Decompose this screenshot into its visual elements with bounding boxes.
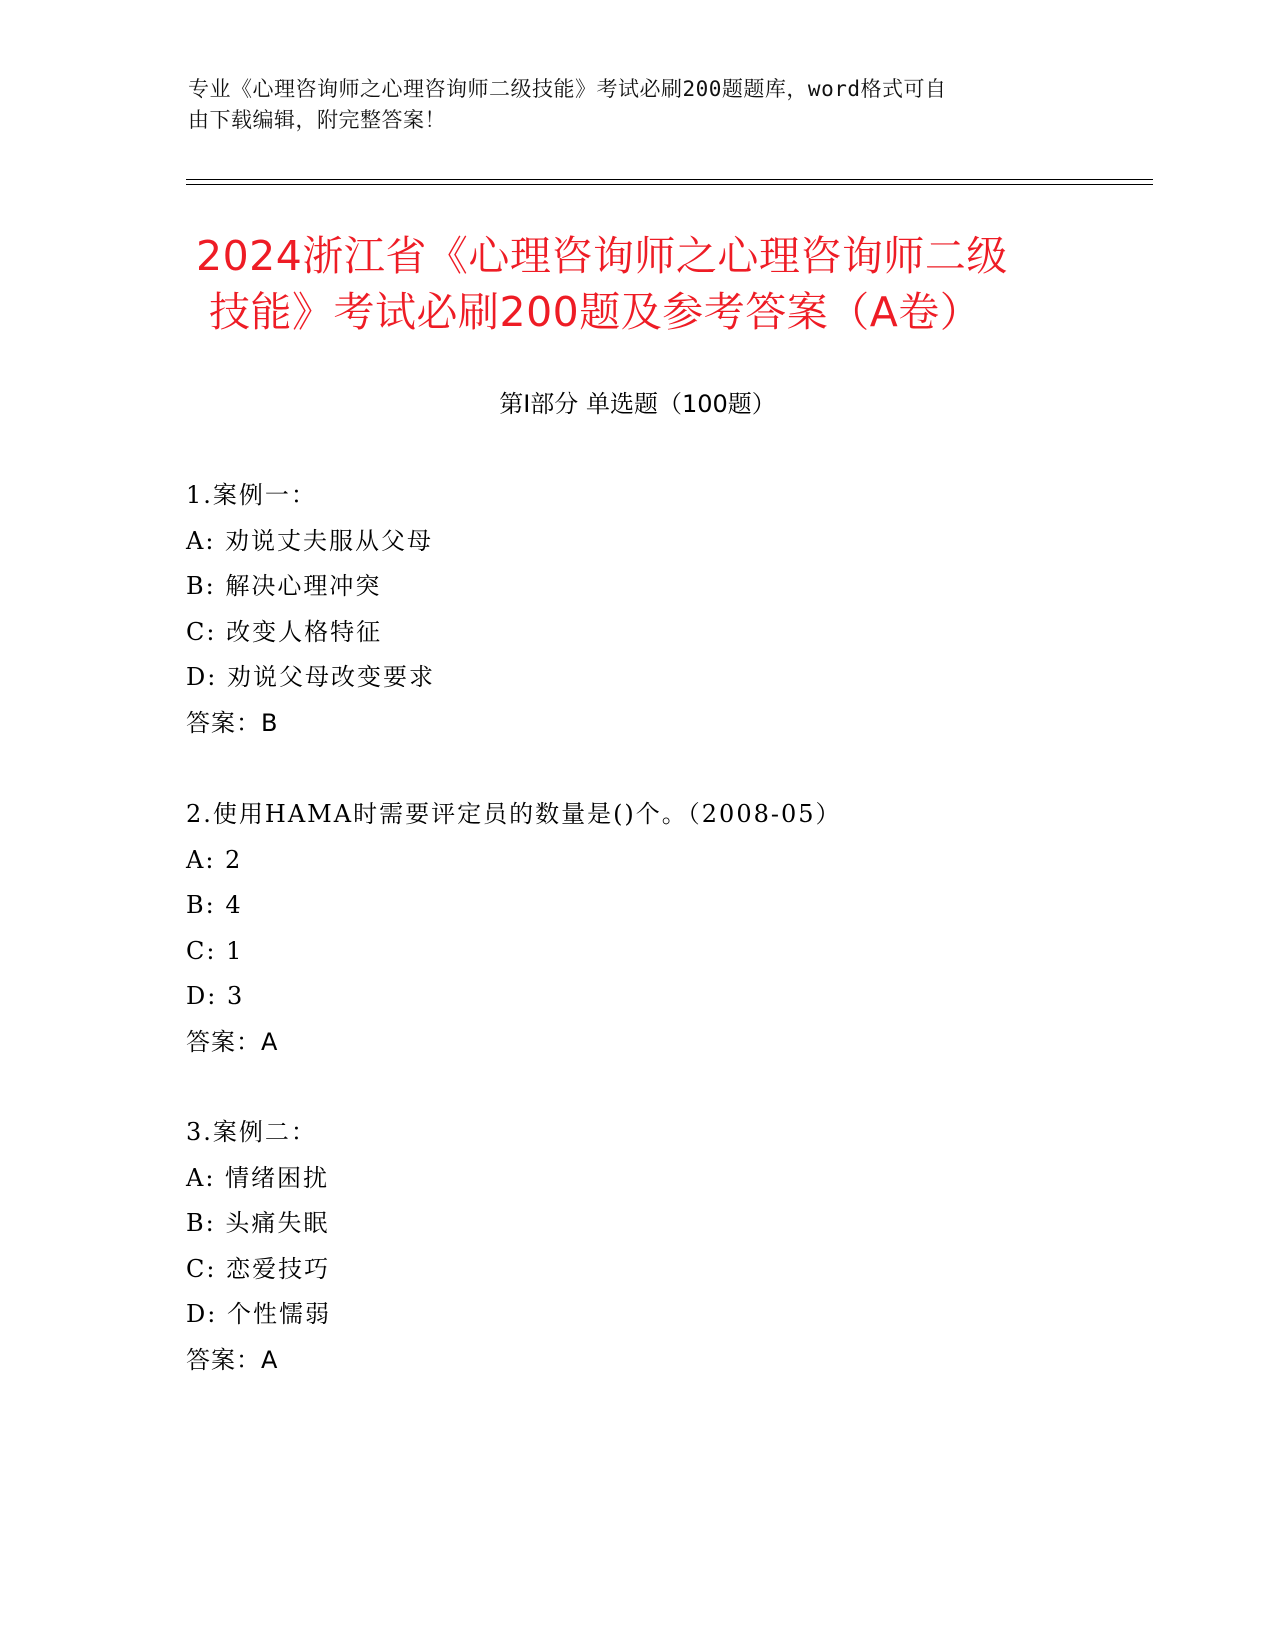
option-c: C: 1	[186, 936, 244, 965]
option-c: C: 改变人格特征	[186, 617, 383, 646]
header-divider-top	[186, 179, 1153, 180]
option-b: B: 解决心理冲突	[186, 572, 382, 600]
question-stem: 3.案例二：	[186, 1118, 317, 1146]
question-stem: 2.使用HAMA时需要评定员的数量是()个。（2008-05）	[186, 800, 842, 828]
question-stem: 1.案例一：	[186, 481, 317, 509]
header-note-line-1: 专业《心理咨询师之心理咨询师二级技能》考试必刷200题题库，word格式可自	[188, 77, 947, 101]
option-a: A: 情绪困扰	[186, 1163, 330, 1192]
answer-text: 答案：A	[186, 1345, 279, 1374]
option-a: A: 劝说丈夫服从父母	[186, 526, 434, 555]
option-d: D: 3	[186, 982, 245, 1010]
answer-text: 答案：B	[186, 708, 279, 737]
document-title	[196, 228, 1096, 340]
header-note	[188, 74, 1088, 136]
option-c: C: 恋爱技巧	[186, 1254, 331, 1283]
header-divider-bottom	[186, 184, 1153, 185]
option-a: A: 2	[186, 845, 243, 874]
header-note-line-2: 由下载编辑，附完整答案！	[188, 108, 446, 132]
option-b: B: 头痛失眠	[186, 1209, 330, 1237]
answer-text: 答案：A	[186, 1027, 279, 1056]
question-item	[186, 792, 1086, 1065]
question-item	[186, 473, 1086, 746]
section-heading: 第Ⅰ部分 单选题（100题）	[499, 390, 776, 418]
option-b: B: 4	[186, 891, 243, 919]
document-title-line-1: 2024浙江省《心理咨询师之心理咨询师二级	[196, 232, 1008, 280]
document-title-line-2: 技能》考试必刷200题及参考答案（A卷）	[209, 288, 982, 336]
option-d: D: 劝说父母改变要求	[186, 663, 435, 691]
option-d: D: 个性懦弱	[186, 1300, 331, 1328]
question-item	[186, 1110, 1086, 1383]
